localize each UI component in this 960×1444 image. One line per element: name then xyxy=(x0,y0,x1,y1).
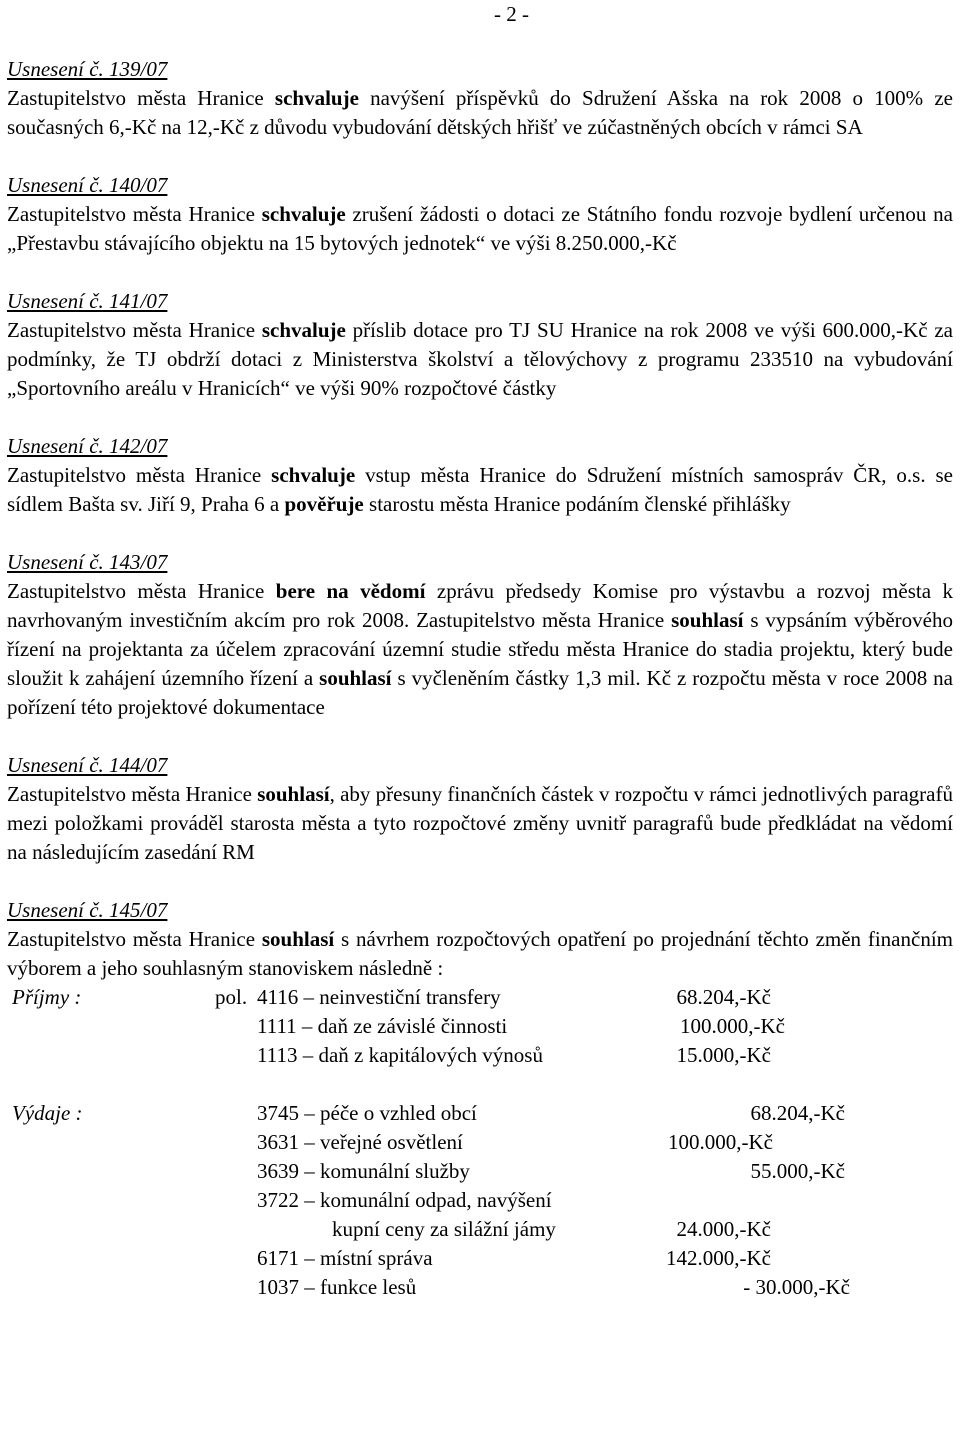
income-prefix: pol. xyxy=(215,985,248,1009)
resolution-keyword: schvaluje xyxy=(271,463,356,487)
resolution-text-segment: s návrhem rozpočtových opatření po projednání těchto změn finančním výborem a jeho souhlasným stanoviskem následně : xyxy=(7,927,953,980)
budget-amount: 100.000,-Kč xyxy=(680,1014,785,1038)
budget-amount: 15.000,-Kč xyxy=(676,1043,771,1067)
budget-amount: 68.204,-Kč xyxy=(676,985,771,1009)
resolution-text xyxy=(7,200,953,258)
resolution-text-segment: Zastupitelstvo města Hranice xyxy=(7,318,262,342)
budget-code: 3745 xyxy=(257,1101,299,1125)
budget-desc: – komunální odpad, navýšení xyxy=(299,1188,552,1212)
budget-desc: – komunální služby xyxy=(299,1159,470,1183)
expense-row xyxy=(7,1215,953,1244)
resolution-block xyxy=(7,432,953,519)
income-row xyxy=(7,1012,953,1041)
expense-row xyxy=(7,1157,953,1186)
budget-desc: – neinvestiční transfery xyxy=(298,985,501,1009)
resolution-heading: Usnesení č. 144/07 xyxy=(7,753,168,777)
resolution-text-segment: Zastupitelstvo města Hranice xyxy=(7,579,276,603)
resolution-keyword: souhlasí xyxy=(319,666,392,690)
income-row xyxy=(7,983,953,1012)
budget-item-text xyxy=(257,1244,433,1273)
resolution-text-segment: Zastupitelstvo města Hranice xyxy=(7,782,258,806)
budget-amount: 55.000,-Kč xyxy=(750,1159,845,1183)
budget-code: 1037 xyxy=(257,1275,299,1299)
page-number: - 2 - xyxy=(494,2,529,26)
resolution-text xyxy=(7,316,953,403)
budget-code: 1113 xyxy=(257,1043,298,1067)
expense-row xyxy=(7,1186,953,1215)
budget-code: 3639 xyxy=(257,1159,299,1183)
resolution-keyword: souhlasí xyxy=(261,927,335,951)
expense-row xyxy=(7,1099,953,1128)
budget-desc: – péče o vzhled obcí xyxy=(299,1101,477,1125)
budget-spacer xyxy=(7,1070,953,1099)
resolution-block xyxy=(7,751,953,867)
resolution-heading: Usnesení č. 141/07 xyxy=(7,289,168,313)
resolution-text-segment: starostu města Hranice podáním členské přihlášky xyxy=(363,492,791,516)
resolution-keyword: souhlasí xyxy=(257,782,330,806)
resolution-block xyxy=(7,171,953,258)
income-label: Příjmy : xyxy=(12,985,82,1009)
budget-code: 6171 xyxy=(257,1246,299,1270)
budget-item-text xyxy=(257,1157,470,1186)
resolution-heading: Usnesení č. 140/07 xyxy=(7,173,168,197)
resolution-text-segment: Zastupitelstvo města Hranice xyxy=(7,202,262,226)
resolution-keyword: bere na vědomí xyxy=(275,579,426,603)
resolution-text-segment: zprávu předsedy Komise pro výstavbu a rozvoj města k navrhovaným investičním akcím pro rok 2008. Zastupitelstvo města Hranice xyxy=(7,579,953,632)
expense-row xyxy=(7,1128,953,1157)
expense-row xyxy=(7,1244,953,1273)
resolutions xyxy=(7,55,953,1302)
resolution-heading: Usnesení č. 145/07 xyxy=(7,898,168,922)
budget-desc: – daň ze závislé činnosti xyxy=(296,1014,508,1038)
budget-table xyxy=(7,983,953,1302)
resolution-block xyxy=(7,55,953,142)
resolution-heading: Usnesení č. 143/07 xyxy=(7,550,168,574)
budget-item-text xyxy=(257,1128,463,1157)
budget-desc: kupní ceny za silážní jámy xyxy=(332,1217,556,1241)
budget-desc: – daň z kapitálových výnosů xyxy=(297,1043,543,1067)
resolution-text-segment: , aby přesuny finančních částek v rozpočtu v rámci jednotlivých paragrafů mezi položkami prováděl starosta města a tyto rozpočtové změny uvnitř paragrafů bude předkládat na vědomí na následujícím zasedání RM xyxy=(7,782,953,864)
resolution-text-segment: navýšení příspěvků do Sdružení Ašska na rok 2008 o 100% ze současných 6,-Kč na 12,-Kč z důvodu vybudování dětských hřišť ve zúčastněných obcích v rámci SA xyxy=(7,86,953,139)
resolution-text-segment: s vyčleněním částky 1,3 mil. Kč z rozpočtu města v roce 2008 na pořízení této projektové dokumentace xyxy=(7,666,953,719)
expense-label: Výdaje : xyxy=(12,1101,83,1125)
resolution-text xyxy=(7,84,953,142)
budget-item-text xyxy=(257,1186,552,1215)
expense-row xyxy=(7,1273,953,1302)
resolution-heading: Usnesení č. 139/07 xyxy=(7,57,168,81)
budget-item-text xyxy=(257,1041,543,1070)
resolution-block xyxy=(7,287,953,403)
resolution-block xyxy=(7,896,953,983)
resolution-text xyxy=(7,461,953,519)
resolution-text xyxy=(7,780,953,867)
resolution-text-segment: zrušení žádosti o dotaci ze Státního fondu rozvoje bydlení určenou na „Přestavbu stávajícího objektu na 15 bytových jednotek“ ve výši 8.250.000,-Kč xyxy=(7,202,953,255)
resolution-heading: Usnesení č. 142/07 xyxy=(7,434,168,458)
budget-item-text xyxy=(257,1099,477,1128)
budget-desc: – místní správa xyxy=(299,1246,433,1270)
resolution-block xyxy=(7,548,953,722)
budget-item-text xyxy=(257,983,501,1012)
resolution-keyword: schvaluje xyxy=(274,86,359,110)
resolution-keyword: schvaluje xyxy=(261,202,346,226)
budget-item-text xyxy=(257,1273,416,1302)
resolution-text-segment: Zastupitelstvo města Hranice xyxy=(7,86,275,110)
budget-code: 3722 xyxy=(257,1188,299,1212)
resolution-text-segment: vstup města Hranice do Sdružení místních samospráv ČR, o.s. se sídlem Bašta sv. Jiří 9, Praha 6 a xyxy=(7,463,953,516)
budget-item-text xyxy=(257,1012,507,1041)
resolution-text-segment: Zastupitelstvo města Hranice xyxy=(7,927,262,951)
budget-desc: – funkce lesů xyxy=(299,1275,417,1299)
resolution-text-segment: s vypsáním výběrového řízení na projektanta za účelem zpracování územní studie středu města Hranice do stadia projektu, který bude sloužit k zahájení územního řízení a xyxy=(7,608,953,690)
resolution-text xyxy=(7,577,953,722)
resolution-keyword: schvaluje xyxy=(261,318,346,342)
budget-amount: 24.000,-Kč xyxy=(676,1217,771,1241)
resolution-text xyxy=(7,925,953,983)
budget-code: 4116 xyxy=(257,985,299,1009)
resolution-keyword: pověřuje xyxy=(284,492,364,516)
resolution-keyword: souhlasí xyxy=(671,608,744,632)
income-row xyxy=(7,1041,953,1070)
resolution-text-segment: Zastupitelstvo města Hranice xyxy=(7,463,272,487)
budget-code: 1111 xyxy=(257,1014,297,1038)
budget-amount: 142.000,-Kč xyxy=(666,1246,771,1270)
budget-amount: - 30.000,-Kč xyxy=(743,1275,850,1299)
budget-amount: 68.204,-Kč xyxy=(750,1101,845,1125)
budget-desc: – veřejné osvětlení xyxy=(299,1130,463,1154)
resolution-text-segment: příslib dotace pro TJ SU Hranice na rok 2008 ve výši 600.000,-Kč za podmínky, že TJ obdrží dotaci z Ministerstva školství a tělovýchovy z programu 233510 na vybudování „Sportovního areálu v Hranicích“ ve výši 90% rozpočtové částky xyxy=(7,318,953,400)
budget-amount: 100.000,-Kč xyxy=(668,1130,773,1154)
budget-code: 3631 xyxy=(257,1130,299,1154)
